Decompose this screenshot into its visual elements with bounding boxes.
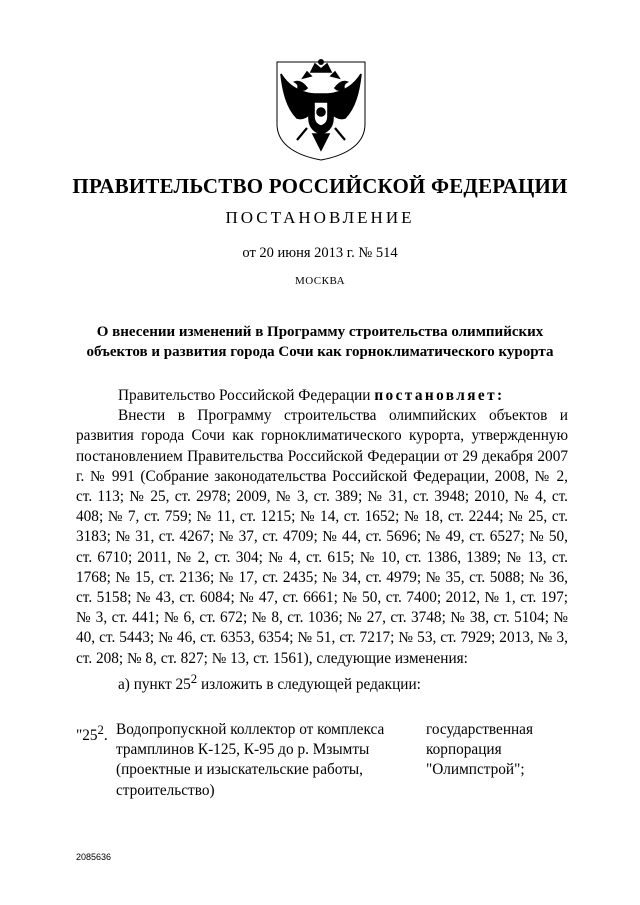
city: МОСКВА xyxy=(294,275,346,287)
document-code: 2085636 xyxy=(76,852,112,862)
intro-paragraph xyxy=(76,386,568,406)
subitem-suffix: изложить в следующей редакции: xyxy=(197,675,421,693)
subitem-superscript: 2 xyxy=(190,671,198,686)
intro-prefix: Правительство Российской Федерации xyxy=(118,387,375,404)
subitem-a xyxy=(76,669,568,695)
item-description: Водопропускной коллектор от комплекса трамплинов К-125, К-95 до р. Мзымты (проектные и изыскательские работы, строительство) xyxy=(116,721,385,799)
date-and-number: от 20 июня 2013 г. № 514 xyxy=(242,245,398,261)
intro-verb: постановляет: xyxy=(374,387,505,404)
title-line-2: объектов и развития города Сочи как горноклиматического курорта xyxy=(86,344,554,360)
government-name: ПРАВИТЕЛЬСТВО РОССИЙСКОЙ ФЕДЕРАЦИИ xyxy=(72,174,568,198)
item-number-superscript: 2 xyxy=(97,723,104,737)
item-responsible: государственная корпорация "Олимпстрой"; xyxy=(426,721,534,779)
document-title xyxy=(60,322,580,362)
title-line-1: О внесении изменений в Программу строительства олимпийских xyxy=(96,324,544,340)
main-paragraph: Внести в Программу строительства олимпийских объектов и развития города Сочи как горноклиматического курорта, утвержденную постановлением Правительства Российской Федерации от 29 декабря 2007 г. № 991 (Собрание законодательства Российской Федерации, 2008, № 2, ст. 113; № 25, ст. 2978; 2009, № 3, ст. 389; № 31, ст. 3948; 2010, № 4, ст. 408; № 7, ст. 759; № 11, ст. 1215; № 14, ст. 1652; № 18, ст. 2244; № 25, ст. 3183; № 31, ст. 4267; № 37, ст. 4709; № 44, ст. 5696; № 49, ст. 6527; № 50, ст. 6710; 2011, № 2, ст. 304; № 4, ст. 615; № 10, ст. 1386, 1389; № 13, ст. 1768; № 15, ст. 2136; № 17, ст. 2435; № 34, ст. 4979; № 35, ст. 5088; № 36, ст. 5158; № 43, ст. 6084; № 47, ст. 6661; № 50, ст. 7400; 2012, № 1, ст. 197; № 3, ст. 441; № 6, ст. 672; № 8, ст. 1036; № 27, ст. 3748; № 38, ст. 5104; № 40, ст. 5443; № 46, ст. 6353, 6354; № 51, ст. 7217; № 53, ст. 7929; 2013, № 3, ст. 208; № 8, ст. 827; № 13, ст. 1561), следующие изменения: xyxy=(76,407,568,667)
coat-of-arms-icon xyxy=(273,58,369,162)
document-type: ПОСТАНОВЛЕНИЕ xyxy=(225,208,415,227)
subitem-prefix: а) пункт 25 xyxy=(118,675,191,693)
item-number-suffix: . xyxy=(103,727,108,745)
item-number-prefix: "25 xyxy=(76,727,98,745)
document-body xyxy=(76,386,568,695)
item-number xyxy=(76,720,116,746)
